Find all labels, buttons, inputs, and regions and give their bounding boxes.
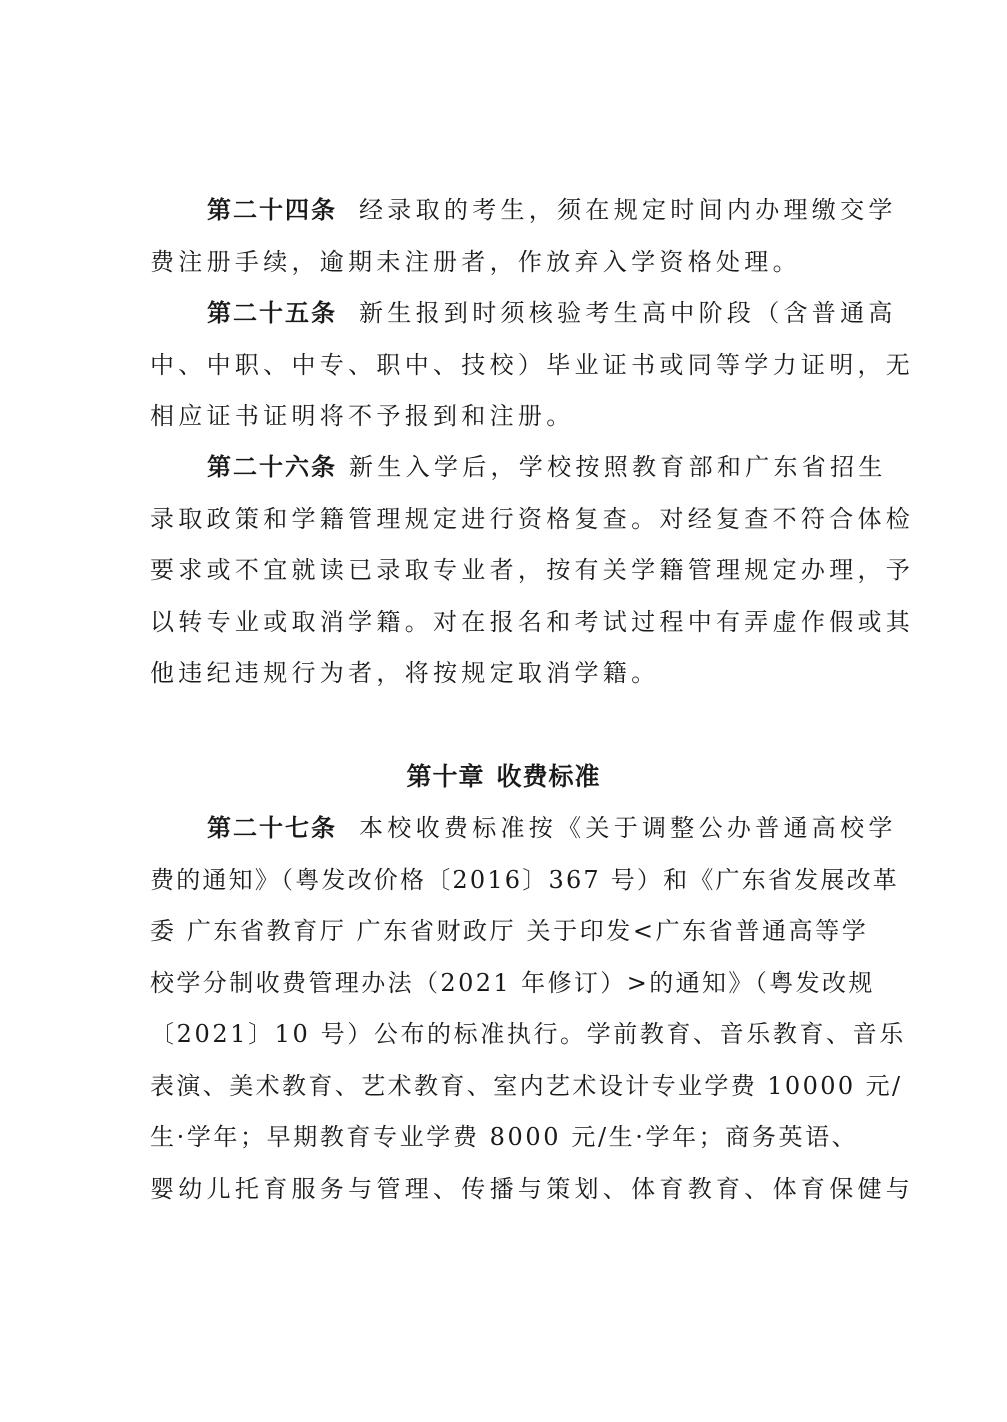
article-27-text: 本校收费标准按《关于调整公办普通高校学 bbox=[359, 814, 897, 842]
article-26-line-3: 要求或不宜就读已录取专业者，按有关学籍管理规定办理，予 bbox=[150, 556, 915, 584]
chapter-heading bbox=[0, 760, 1007, 794]
article-26-line-2: 录取政策和学籍管理规定进行资格复查。对经复查不符合体检 bbox=[150, 505, 915, 533]
article-24-line-1 bbox=[207, 193, 897, 227]
article-27-line-1 bbox=[207, 811, 897, 845]
article-24-line-2: 费注册手续，逾期未注册者，作放弃入学资格处理。 bbox=[150, 248, 801, 276]
article-27-line-7: 生·学年；早期教育专业学费 8000 元/生·学年；商务英语、 bbox=[150, 1123, 859, 1151]
article-25-line-3: 相应证书证明将不予报到和注册。 bbox=[150, 402, 575, 430]
chapter-title: 收费标准 bbox=[496, 762, 601, 791]
article-25-line-1 bbox=[207, 296, 897, 330]
article-24-label: 第二十四条 bbox=[207, 196, 337, 224]
article-27-line-3: 委 广东省教育厅 广东省财政厅 关于印发<广东省普通高等学 bbox=[150, 917, 869, 945]
article-26-label: 第二十六条 bbox=[207, 453, 337, 481]
article-26-line-1 bbox=[207, 450, 887, 484]
article-26-text: 新生入学后，学校按照教育部和广东省招生 bbox=[349, 453, 887, 481]
article-27-line-4: 校学分制收费管理办法（2021 年修订）>的通知》（粤发改规 bbox=[150, 969, 875, 997]
article-27-line-8: 婴幼儿托育服务与管理、传播与策划、体育教育、体育保健与 bbox=[150, 1175, 915, 1203]
article-25-line-2: 中、中职、中专、职中、技校）毕业证书或同等学力证明，无 bbox=[150, 351, 915, 379]
article-26-line-5: 他违纪违规行为者，将按规定取消学籍。 bbox=[150, 659, 660, 687]
article-24-text: 经录取的考生，须在规定时间内办理缴交学 bbox=[359, 196, 897, 224]
article-27-line-2: 费的通知》（粤发改价格〔2016〕367 号）和《广东省发展改革 bbox=[150, 866, 899, 894]
article-27-line-5: 〔2021〕10 号）公布的标准执行。学前教育、音乐教育、音乐 bbox=[150, 1020, 906, 1048]
article-25-text: 新生报到时须核验考生高中阶段（含普通高 bbox=[359, 299, 897, 327]
article-27-label: 第二十七条 bbox=[207, 814, 337, 842]
article-27-line-6: 表演、美术教育、艺术教育、室内艺术设计专业学费 10000 元/ bbox=[150, 1072, 903, 1100]
article-26-line-4: 以转专业或取消学籍。对在报名和考试过程中有弄虚作假或其 bbox=[150, 608, 915, 636]
chapter-number: 第十章 bbox=[406, 762, 485, 791]
article-25-label: 第二十五条 bbox=[207, 299, 337, 327]
